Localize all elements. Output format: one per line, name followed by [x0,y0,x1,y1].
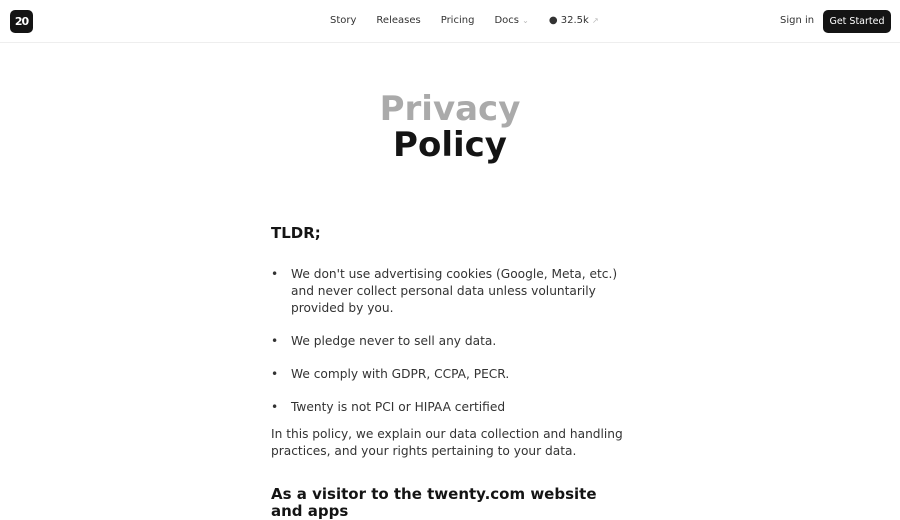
docs-label: Docs [494,15,519,26]
get-started-button[interactable]: Get Started [823,10,891,33]
section-heading: As a visitor to the twenty.com website and apps [271,485,597,520]
tldr-list [271,266,631,416]
github-icon: ● [548,15,558,26]
list-item: • We don't use advertising cookies (Google, Meta, etc.) and never collect personal data unless voluntarily provided by you. [271,266,631,317]
intro-paragraph: In this policy, we explain our data collection and handling practices, and your rights pertaining to your data. [271,427,623,458]
chevron-down-icon: ⌄ [522,16,529,25]
nav-releases[interactable]: Releases [376,15,421,26]
page-title [0,91,900,163]
sign-in-link[interactable]: Sign in [780,15,815,26]
logo[interactable]: 20 [10,10,33,33]
github-stars-link[interactable] [549,15,599,26]
list-item: • We comply with GDPR, CCPA, PECR. [271,366,631,383]
tldr-heading: TLDR; [271,224,321,242]
policy-content [271,225,631,520]
nav-story[interactable]: Story [330,15,357,26]
title-line1: Privacy [379,89,521,129]
top-nav [0,0,900,43]
nav-pricing[interactable]: Pricing [440,15,475,26]
list-item: • We pledge never to sell any data. [271,333,631,350]
nav-docs[interactable] [494,15,528,26]
external-arrow-icon: ↗ [592,16,599,25]
stars-count: 32.5k [560,15,589,26]
nav-links [330,15,599,26]
title-line2: Policy [393,125,507,165]
list-item: • Twenty is not PCI or HIPAA certified [271,399,631,416]
